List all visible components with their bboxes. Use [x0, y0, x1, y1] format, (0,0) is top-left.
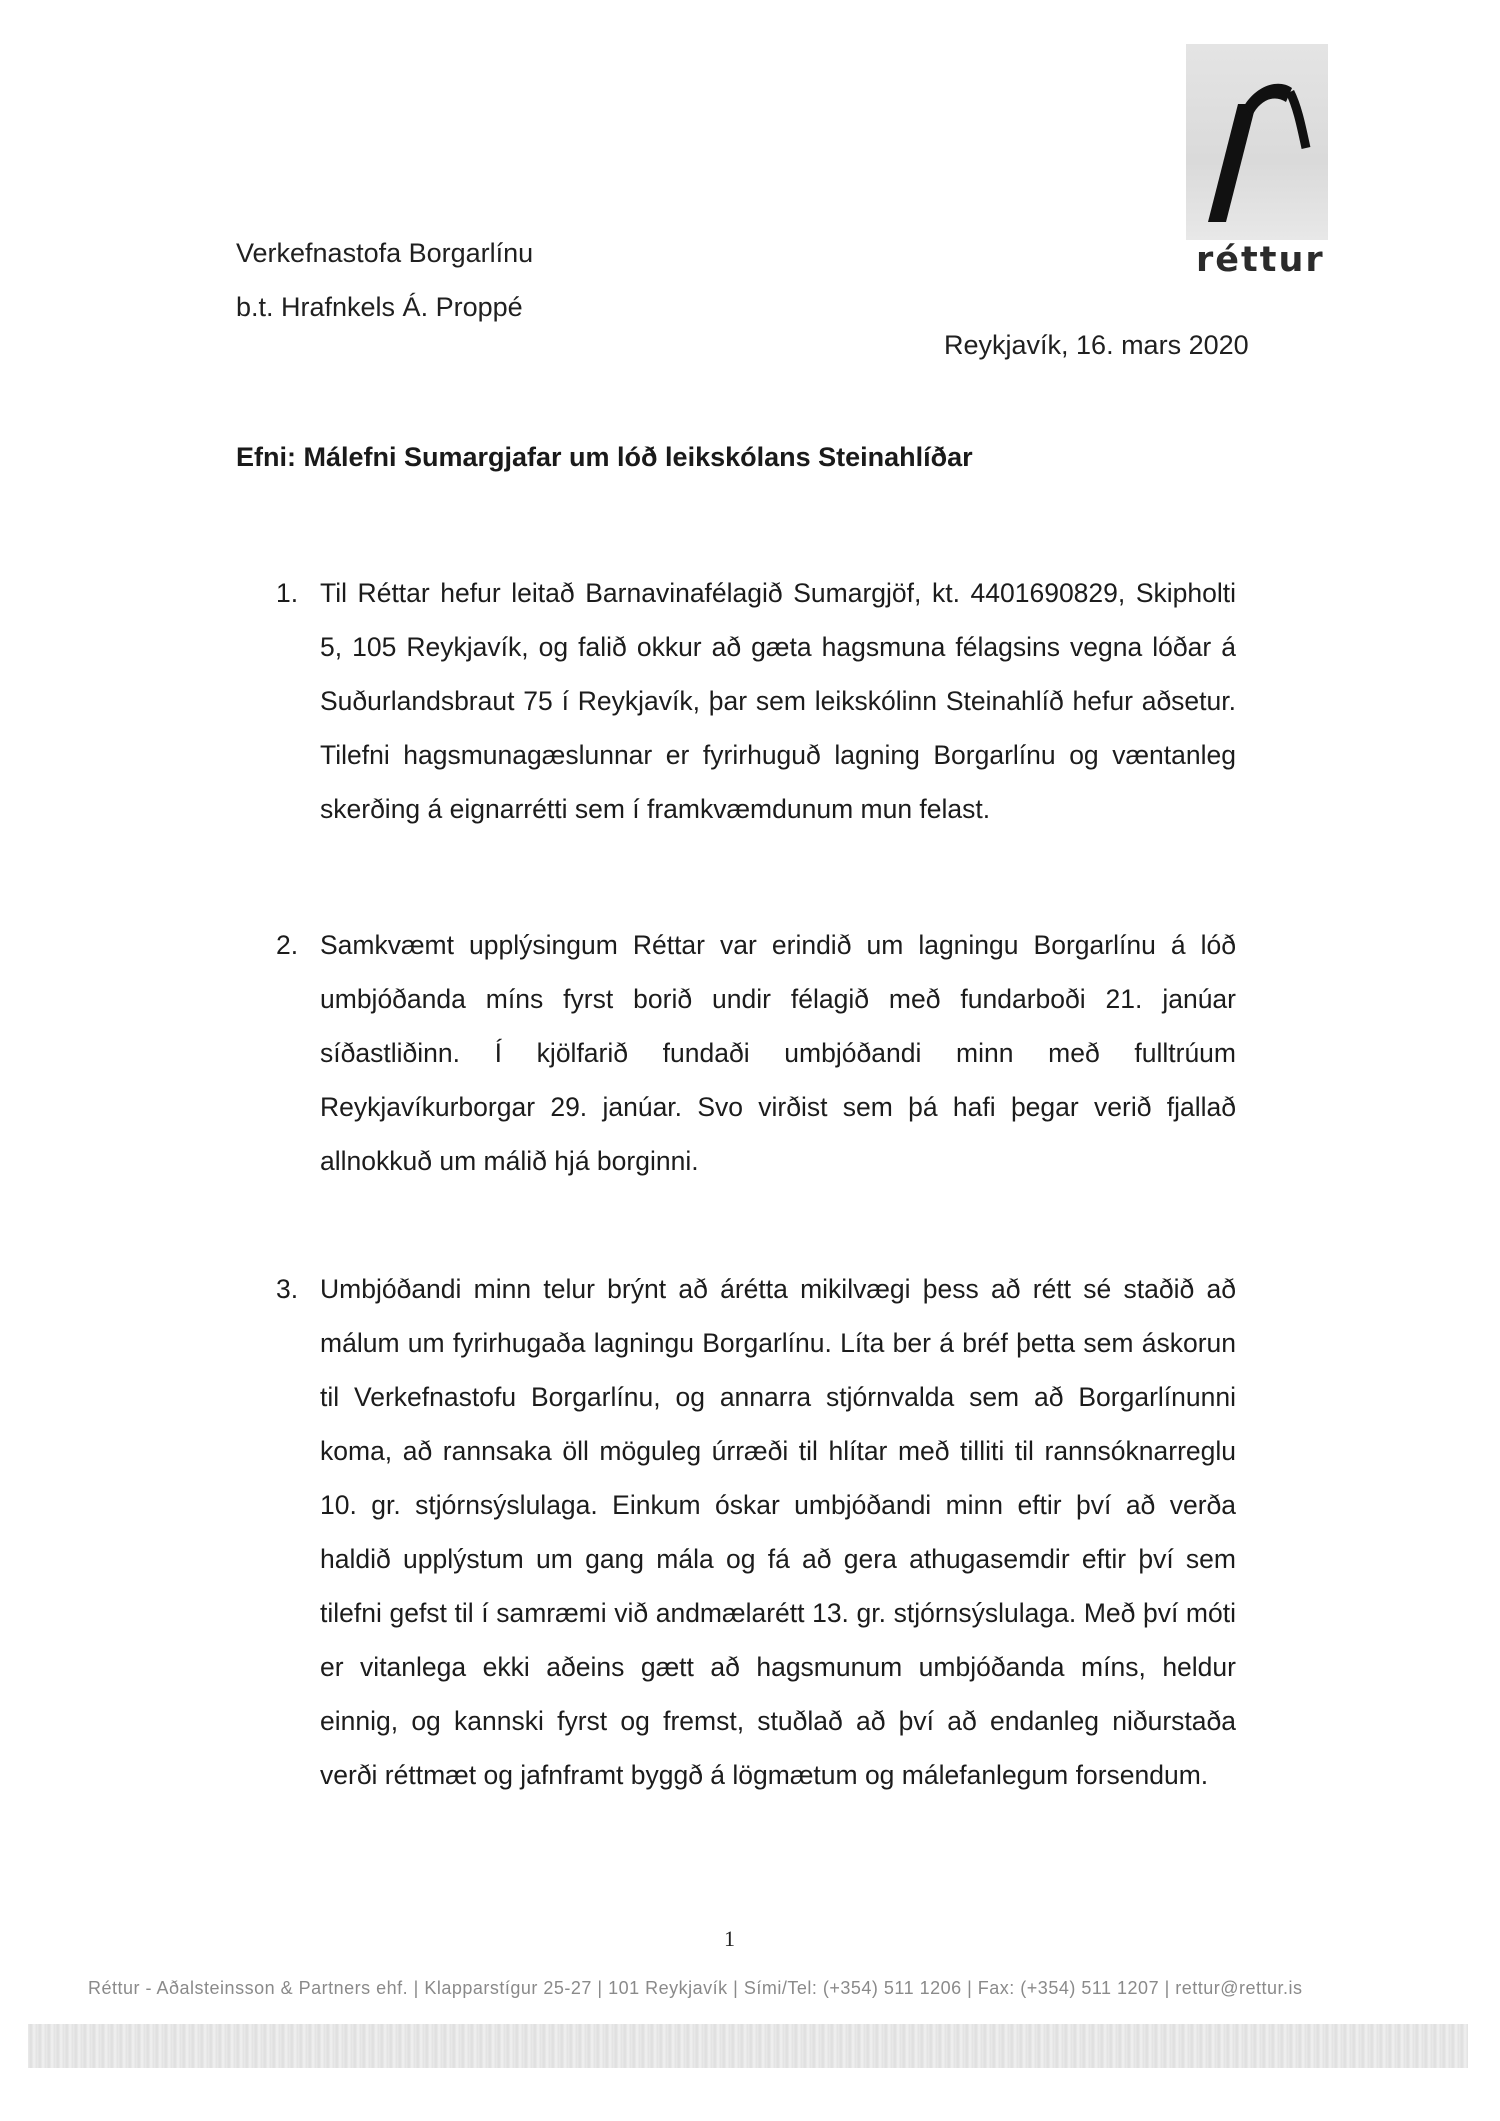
paragraph-1	[276, 566, 1236, 836]
paragraph-number: 1.	[276, 578, 299, 608]
letterhead-footer: Réttur - Aðalsteinsson & Partners ehf. | Klapparstígur 25-27 | 101 Reykjavík | Sími/Tel: (+354) 511 1206 | Fax: (+354) 511 1207 | rettur@rettur.is	[88, 1978, 1303, 1998]
logo-background	[1186, 44, 1328, 240]
paragraph-text: Samkvæmt upplýsingum Réttar var erindið um lagningu Borgarlínu á lóð umbjóðanda míns fyrst borið undir félagið með fundarboði 21. janúar síðastliðinn. Í kjölfarið fundaði umbjóðandi minn með fulltrúum Reykjavíkurborgar 29. janúar. Svo virðist sem þá hafi þegar verið fjallað allnokkuð um málið hjá borginni.	[320, 930, 1236, 1176]
paragraph-text: Umbjóðandi minn telur brýnt að árétta mikilvægi þess að rétt sé staðið að málum um fyrirhugaða lagningu Borgarlínu. Líta ber á bréf þetta sem áskorun til Verkefnastofu Borgarlínu, og annarra stjórnvalda sem að Borgarlínunni koma, að rannsaka öll möguleg úrræði til hlítar með tilliti til rannsóknarreglu 10. gr. stjórnsýslulaga. Einkum óskar umbjóðandi minn eftir því að verða haldið upplýstum um gang mála og fá að gera athugasemdir eftir því sem tilefni gefst til í samræmi við andmælarétt 13. gr. stjórnsýslulaga. Með því móti er vitanlega ekki aðeins gætt að hagsmunum umbjóðanda míns, heldur einnig, og kannski fyrst og fremst, stuðlað að því að endanleg niðurstaða verði réttmæt og jafnframt byggð á lögmætum og málefanlegum forsendum.	[320, 1274, 1236, 1790]
page-number: 1	[724, 1926, 735, 1951]
paragraph-text: Til Réttar hefur leitað Barnavinafélagið Sumargjöf, kt. 4401690829, Skipholti 5, 105 Reykjavík, og falið okkur að gæta hagsmuna félagsins vegna lóðar á Suðurlandsbraut 75 í Reykjavík, þar sem leikskólinn Steinahlíð hefur aðsetur. Tilefni hagsmunagæslunnar er fyrirhuguð lagning Borgarlínu og væntanleg skerðing á eignarrétti sem í framkvæmdunum mun felast.	[320, 578, 1236, 824]
letter-subject: Efni: Málefni Sumargjafar um lóð leikskólans Steinahlíðar	[236, 442, 973, 472]
letter-date: Reykjavík, 16. mars 2020	[944, 330, 1249, 360]
addressee-block	[236, 226, 533, 334]
addressee-attention: b.t. Hrafnkels Á. Proppé	[236, 292, 523, 322]
footer-scan-band	[28, 2024, 1468, 2068]
rettur-logo-icon	[1186, 44, 1328, 240]
paragraph-3	[276, 1262, 1236, 1802]
paragraph-number: 3.	[276, 1274, 299, 1304]
logo-wordmark: réttur	[1196, 240, 1325, 280]
paragraph-2	[276, 918, 1236, 1188]
paragraph-number: 2.	[276, 930, 299, 960]
addressee-organization: Verkefnastofa Borgarlínu	[236, 238, 534, 268]
